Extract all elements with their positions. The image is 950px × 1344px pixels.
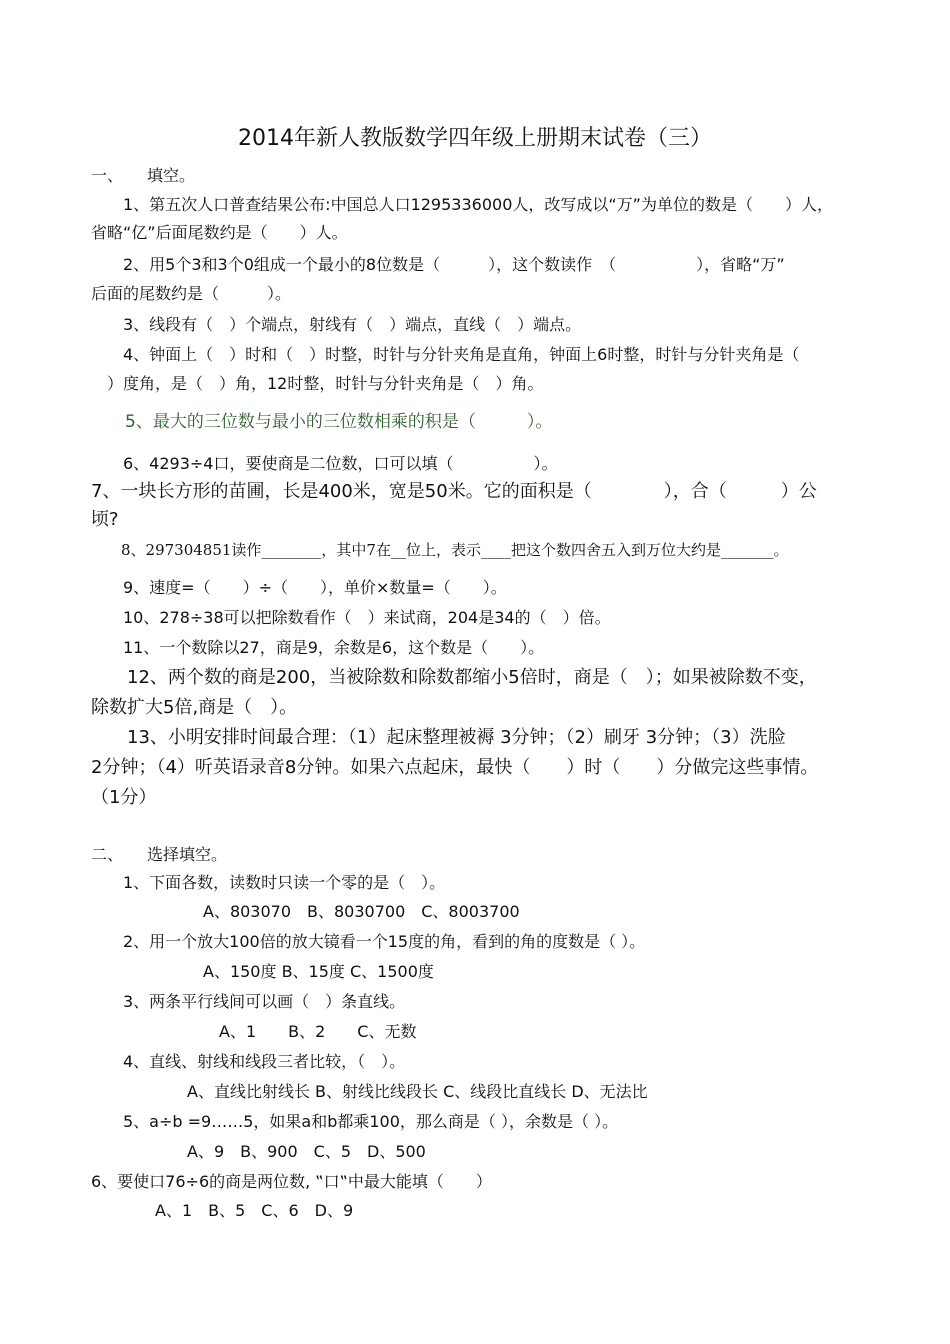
answer-options: A、9 B、900 C、5 D、500 (91, 1142, 426, 1161)
question-line: 2分钟；（4）听英语录音8分钟。如果六点起床，最快（ ）时（ ）分做完这些事情。 (91, 757, 819, 778)
question-line: 12、两个数的商是200，当被除数和除数都缩小5倍时，商是（ ）；如果被除数不变， (91, 667, 817, 688)
question-line: 8、297304851读作________，其中7在__位上，表示____把这个数四舍五入到万位大约是_______。 (91, 541, 789, 559)
answer-options: A、直线比射线长 B、射线比线段长 C、线段比直线长 D、无法比 (91, 1082, 648, 1101)
question-line: 11、一个数除以27，商是9，余数是6，这个数是（ ）。 (91, 638, 545, 657)
page-title: 2014年新人教版数学四年级上册期末试卷（三） (238, 126, 712, 151)
question-line: 2、用5个3和3个0组成一个最小的8位数是（ ），这个数读作 （ ），省略“万” (91, 255, 785, 274)
question-line: 2、用一个放大100倍的放大镜看一个15度的角，看到的角的度数是（ ）。 (91, 932, 646, 951)
question-line: 4、直线、射线和线段三者比较，（ ）。 (91, 1052, 406, 1071)
question-line: 3、线段有（ ）个端点，射线有（ ）端点，直线（ ）端点。 (91, 315, 582, 334)
question-line: 后面的尾数约是（ ）。 (91, 284, 292, 303)
question-line: 6、4293÷4口，要使商是二位数，口可以填（ ）。 (91, 454, 558, 473)
question-line: 省略“亿”后面尾数约是（ ）人。 (91, 223, 348, 242)
question-line: 1、下面各数，读数时只读一个零的是（ ）。 (91, 873, 446, 892)
question-line: 顷? (91, 509, 119, 530)
answer-options: A、1 B、5 C、6 D、9 (91, 1201, 354, 1220)
question-line: 1、第五次人口普查结果公布:中国总人口1295336000人，改写成以“万”为单位的数是（ ）人， (91, 195, 833, 214)
answer-options: A、1 B、2 C、无数 (91, 1022, 417, 1041)
question-line: （1分） (91, 787, 157, 808)
answer-options: A、150度 B、15度 C、1500度 (91, 962, 434, 981)
question-line: 10、278÷38可以把除数看作（ ）来试商，204是34的（ ）倍。 (91, 608, 611, 627)
question-line: ）度角，是（ ）角，12时整，时针与分针夹角是（ ）角。 (91, 374, 544, 393)
section-heading: 二、 选择填空。 (91, 845, 228, 864)
question-line: 13、小明安排时间最合理：（1）起床整理被褥 3分钟；（2）刷牙 3分钟；（3）洗脸 (91, 727, 786, 748)
answer-options: A、803070 B、8030700 C、8003700 (91, 902, 520, 921)
question-line: 9、速度=（ ）÷（ ），单价×数量=（ ）。 (91, 578, 507, 597)
question-line: 5、最大的三位数与最小的三位数相乘的积是（ ）。 (91, 412, 553, 432)
question-line: 4、钟面上（ ）时和（ ）时整，时针与分针夹角是直角，钟面上6时整，时针与分针夹角是（ (91, 345, 800, 364)
question-line: 3、两条平行线间可以画（ ）条直线。 (91, 992, 406, 1011)
question-line: 5、a÷b =9……5，如果a和b都乘100，那么商是（ ），余数是（ ）。 (91, 1112, 619, 1131)
question-line: 7、一块长方形的苗圃，长是400米，宽是50米。它的面积是（ ），合（ ）公 (91, 481, 817, 502)
question-line: 6、要使口76÷6的商是两位数, ‟口‟中最大能填（ ） (91, 1172, 492, 1191)
section-heading: 一、 填空。 (91, 166, 196, 185)
question-line: 除数扩大5倍,商是（ ）。 (91, 697, 298, 718)
